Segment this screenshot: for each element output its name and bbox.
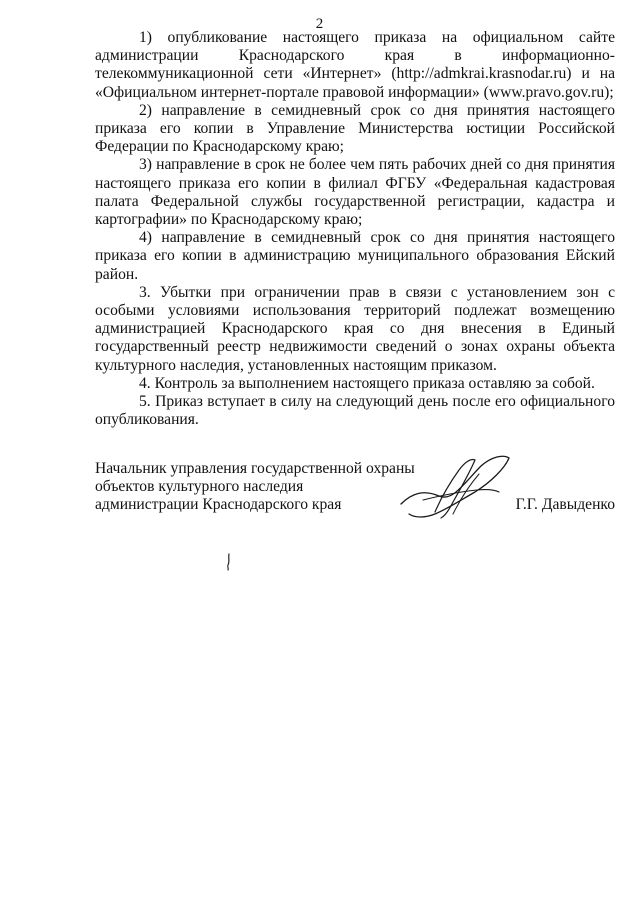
signer-position-line: администрации Краснодарского края — [95, 496, 342, 514]
paragraph-entry-into-force: 5. Приказ вступает в силу на следующий день после его официального опубликования. — [95, 393, 615, 429]
paragraph-ministry-of-justice: 2) направление в семидневный срок со дня принятия настоящего приказа его копии в Управление Министерства юстиции Российской Федерации по Краснодарскому краю; — [95, 101, 615, 156]
signer-position-line: Начальник управления государственной охраны — [95, 460, 415, 477]
document-body — [95, 29, 615, 429]
stray-pen-mark — [224, 553, 234, 571]
signer-name: Г.Г. Давыденко — [515, 496, 615, 513]
paragraph-publication: 1) опубликование настоящего приказа на официальном сайте администрации Краснодарского края в информационно-телекоммуникационной сети «Интернет» (http://admkrai.krasnodar.ru) и на «Официальном интернет-портале правовой информации» (www.pravo.gov.ru); — [95, 29, 615, 101]
page-number: 2 — [315, 16, 324, 32]
signer-position — [95, 460, 415, 515]
paragraph-municipal-administration: 4) направление в семидневный срок со дня принятия настоящего приказа его копии в администрацию муниципального образования Ейский район. — [95, 229, 615, 283]
paragraph-control: 4. Контроль за выполнением настоящего приказа оставляю за собой. — [139, 374, 595, 392]
handwritten-signature — [395, 452, 515, 522]
paragraph-losses: 3. Убытки при ограничении прав в связи с установлением зон с особыми условиями использования территорий подлежат возмещению администрацией Краснодарского края со дня внесения в Единый государственный реестр недвижимости сведений о зонах охраны объекта культурного наследия, установленных настоящим приказом. — [95, 283, 615, 374]
paragraph-cadastral-chamber: 3) направление в срок не более чем пять рабочих дней со дня принятия настоящего приказа его копии в филиал ФГБУ «Федеральная кадастровая палата Федеральной службы государственной регистрации, кадастра и картографии» по Краснодарскому краю; — [95, 156, 615, 229]
signer-position-line: объектов культурного наследия — [95, 478, 304, 496]
signature-block — [95, 460, 615, 530]
